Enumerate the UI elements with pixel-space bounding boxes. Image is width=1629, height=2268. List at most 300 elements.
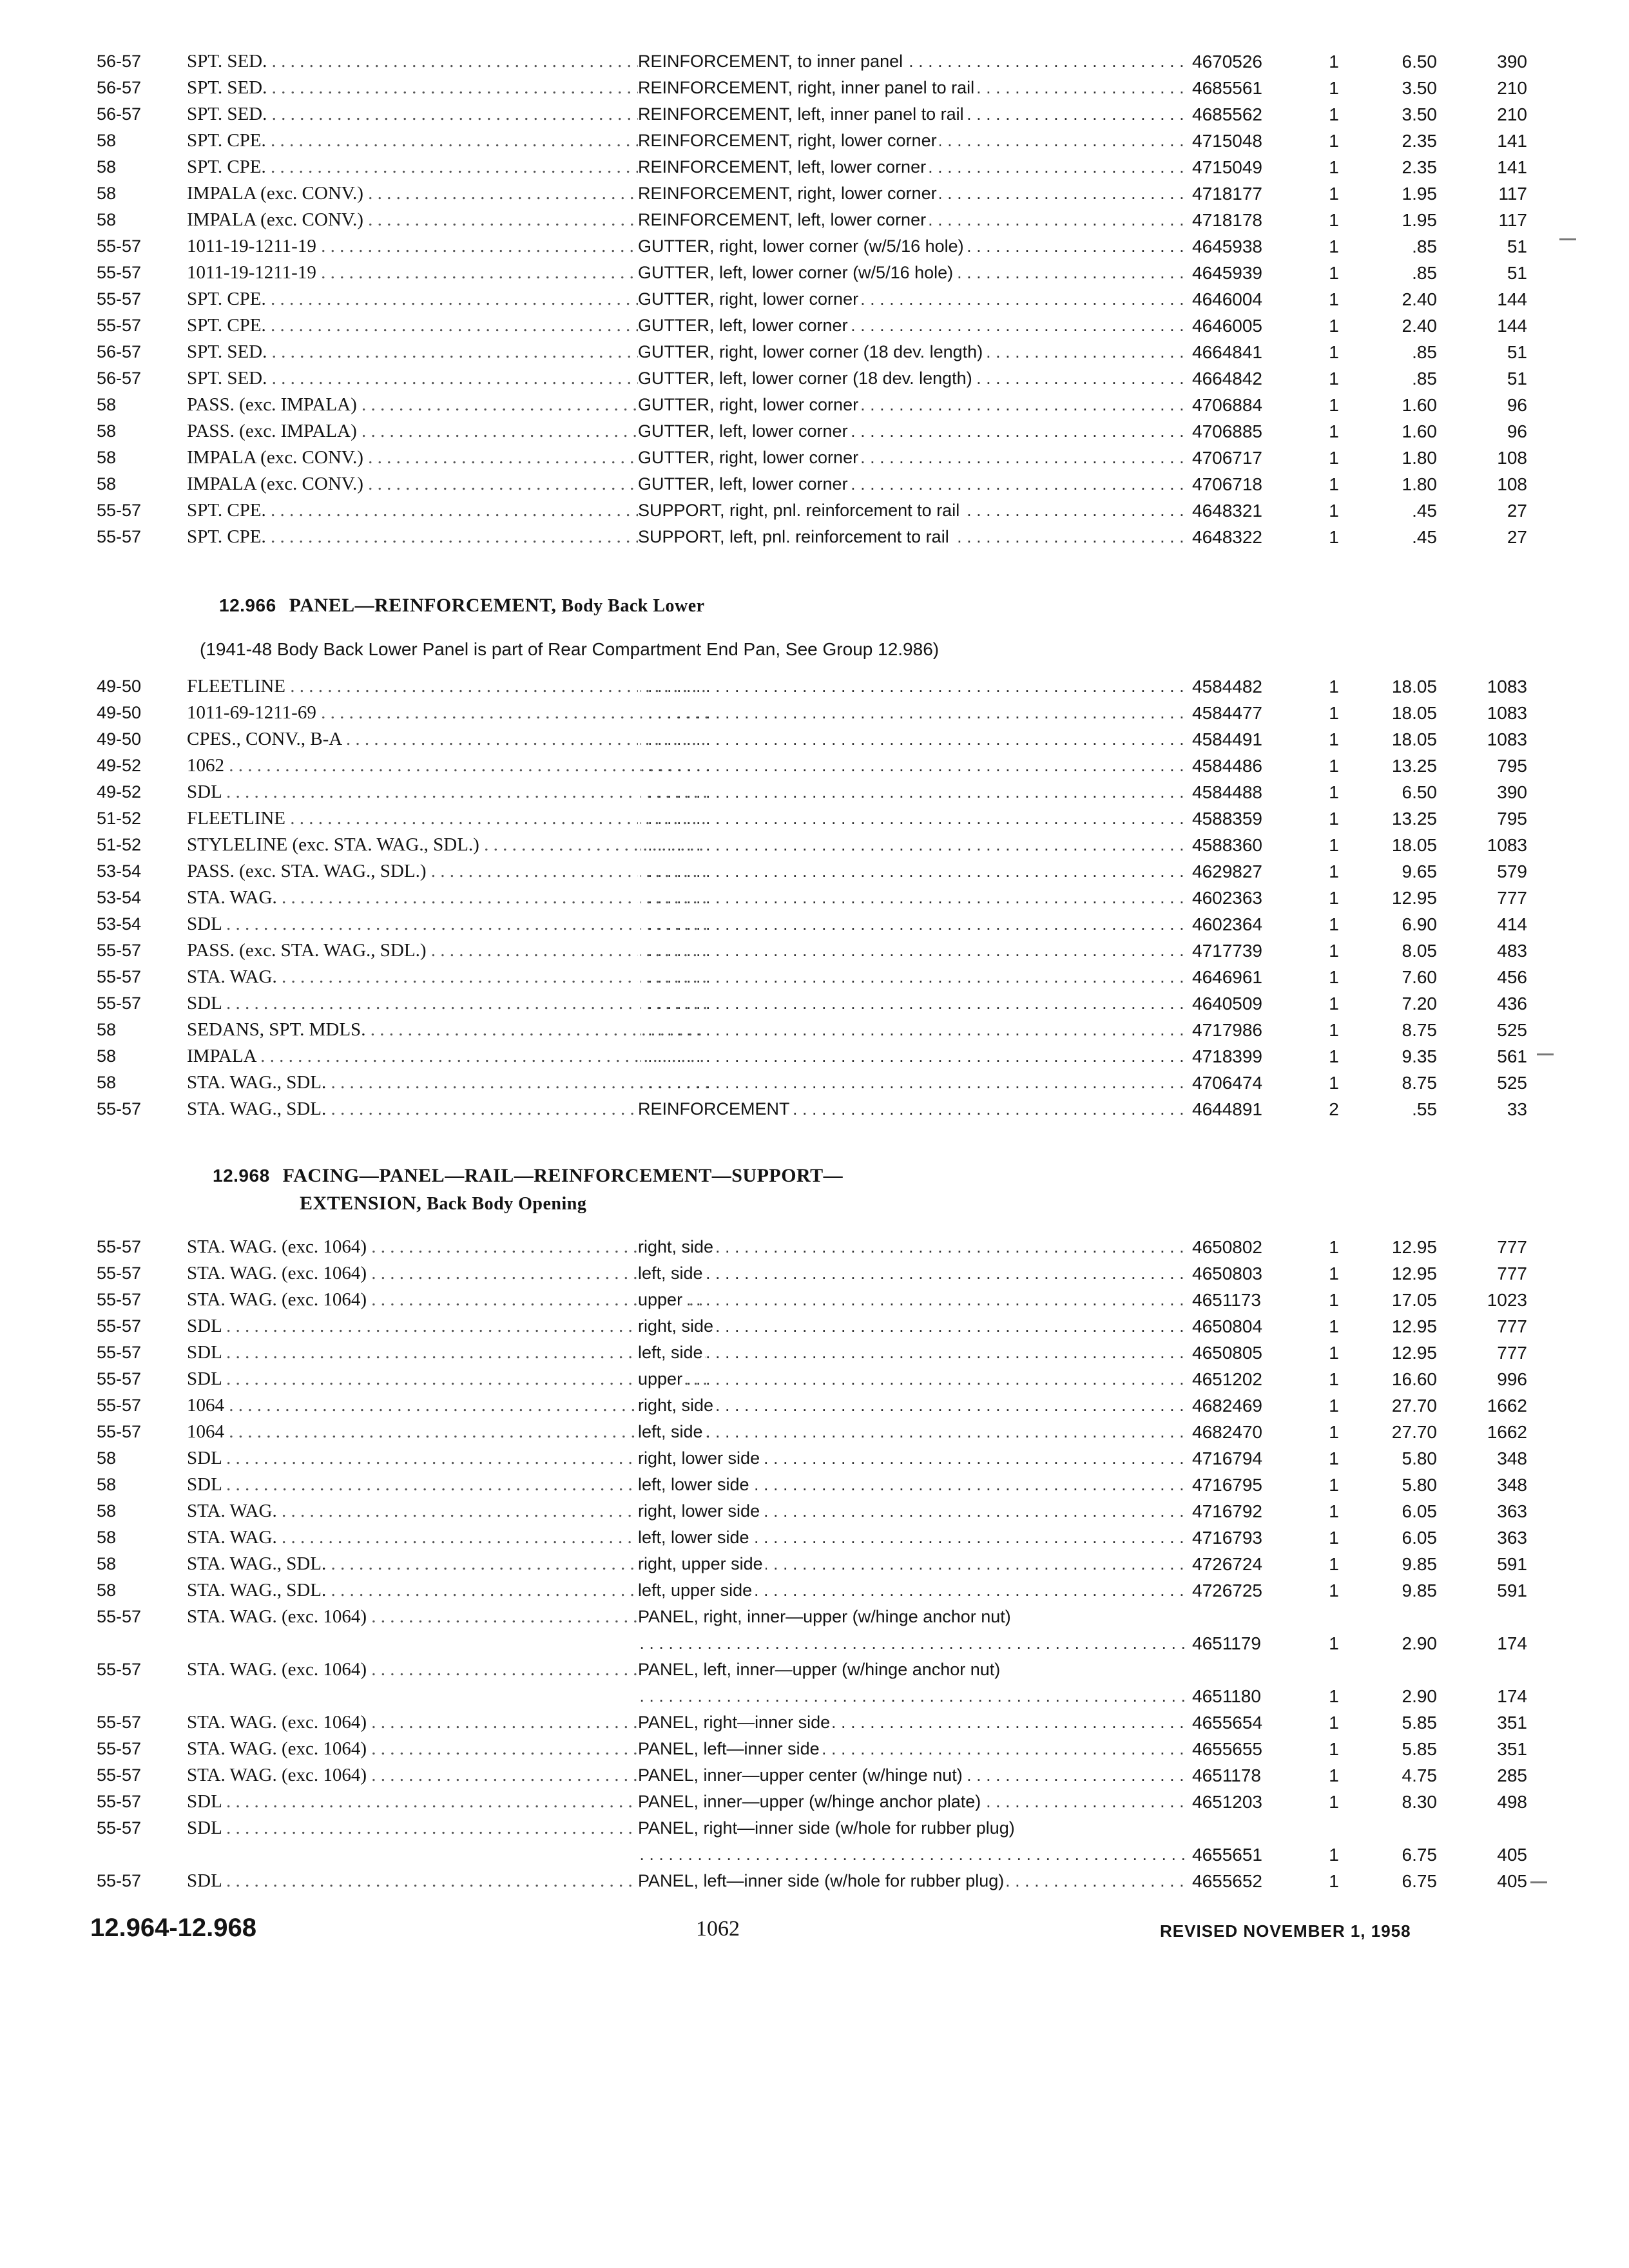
list-price: 12.95 bbox=[1391, 1316, 1437, 1336]
model-year: 55-57 bbox=[97, 1264, 142, 1283]
model-name: SPT. SED. . . . bbox=[187, 365, 709, 392]
part-description-text bbox=[638, 967, 641, 986]
table-row bbox=[97, 964, 1527, 990]
list-price: 18.05 bbox=[1391, 703, 1437, 723]
package-price: 117 bbox=[1498, 210, 1527, 230]
list-price: 17.05 bbox=[1391, 1290, 1437, 1310]
table-row bbox=[97, 497, 1527, 524]
part-description bbox=[638, 1070, 1186, 1096]
part-description-text: left, lower side bbox=[638, 1528, 752, 1547]
list-price: 9.85 bbox=[1402, 1554, 1437, 1574]
model-name: STA. WAG. (exc. 1064) . . . bbox=[187, 1260, 709, 1287]
model-name: SDL . . . bbox=[187, 911, 709, 937]
model-name: SDL . . . bbox=[187, 1815, 709, 1841]
part-description bbox=[638, 1340, 1186, 1366]
part-number: 4726724 bbox=[1192, 1554, 1263, 1574]
model-name: 1011-19-1211-19 . . . bbox=[187, 260, 709, 286]
list-price: 1.95 bbox=[1402, 184, 1437, 204]
list-price: 8.75 bbox=[1402, 1020, 1437, 1040]
list-price: 8.30 bbox=[1402, 1792, 1437, 1812]
package-price: 174 bbox=[1497, 1633, 1527, 1653]
part-number: 4650805 bbox=[1192, 1343, 1263, 1363]
model-name: SPT. CPE. . . . bbox=[187, 286, 709, 312]
package-price: 795 bbox=[1497, 756, 1527, 776]
model-year: 49-50 bbox=[97, 729, 142, 749]
table-row bbox=[97, 700, 1527, 726]
part-number: 4651180 bbox=[1192, 1686, 1261, 1706]
model-name: SPT. CPE. . . . bbox=[187, 128, 709, 154]
package-price: 405 bbox=[1497, 1845, 1527, 1865]
part-description-text: PANEL, inner—upper center (w/hinge nut) bbox=[638, 1765, 965, 1785]
parts-table-facing-panel-rail bbox=[97, 1234, 1527, 1894]
model-name: PASS. (exc. IMPALA) . . . bbox=[187, 418, 709, 445]
model-year: 55-57 bbox=[97, 941, 142, 960]
margin-mark bbox=[1559, 238, 1576, 240]
table-row bbox=[97, 1762, 1527, 1789]
part-number: 4646005 bbox=[1192, 316, 1263, 336]
model-name: STA. WAG. (exc. 1064) . . . bbox=[187, 1604, 709, 1630]
quantity: 1 bbox=[1329, 104, 1339, 124]
part-description bbox=[638, 1366, 1186, 1392]
package-price: 51 bbox=[1507, 263, 1527, 283]
table-row bbox=[97, 990, 1527, 1017]
part-description bbox=[638, 990, 1186, 1017]
table-row bbox=[97, 207, 1527, 233]
part-description-text: REINFORCEMENT, left, lower corner bbox=[638, 210, 929, 229]
package-price: 351 bbox=[1497, 1739, 1527, 1759]
model-name: 1062 . . . bbox=[187, 753, 709, 779]
quantity: 1 bbox=[1329, 1581, 1339, 1600]
part-number: 4588360 bbox=[1192, 835, 1263, 855]
part-description bbox=[638, 1789, 1186, 1815]
table-row bbox=[97, 128, 1527, 154]
parts-table-panel-reinforcement bbox=[97, 673, 1527, 1122]
quantity: 1 bbox=[1329, 369, 1339, 389]
model-name: STA. WAG. (exc. 1064) . . . bbox=[187, 1736, 709, 1762]
part-number: 4655652 bbox=[1192, 1871, 1263, 1891]
quantity: 1 bbox=[1329, 1422, 1339, 1442]
model-name: STA. WAG., SDL. . . . bbox=[187, 1551, 709, 1577]
part-description bbox=[638, 1017, 1186, 1043]
model-name: STA. WAG. (exc. 1064) . . . bbox=[187, 1709, 709, 1736]
model-name: SPT. SED. . . . bbox=[187, 75, 709, 101]
part-number: 4716795 bbox=[1192, 1475, 1263, 1495]
part-description-text: REINFORCEMENT, left, inner panel to rail bbox=[638, 104, 967, 124]
package-price: 33 bbox=[1507, 1099, 1527, 1119]
model-year: 58 bbox=[97, 210, 117, 229]
model-year: 58 bbox=[97, 157, 117, 177]
quantity: 1 bbox=[1329, 289, 1339, 309]
quantity: 1 bbox=[1329, 729, 1339, 749]
model-name: SDL . . . bbox=[187, 1472, 709, 1498]
part-description bbox=[638, 418, 1186, 445]
quantity: 1 bbox=[1329, 1396, 1339, 1416]
list-price: 16.60 bbox=[1391, 1369, 1437, 1389]
package-price: 1662 bbox=[1487, 1422, 1527, 1442]
part-description bbox=[638, 1313, 1186, 1340]
quantity: 1 bbox=[1329, 527, 1339, 547]
table-row bbox=[97, 1096, 1527, 1122]
table-row bbox=[97, 726, 1527, 753]
margin-mark bbox=[1530, 1881, 1547, 1883]
list-price: 13.25 bbox=[1391, 756, 1437, 776]
model-name: SDL . . . bbox=[187, 1445, 709, 1472]
model-year: 55-57 bbox=[97, 994, 142, 1013]
model-year: 49-50 bbox=[97, 703, 142, 722]
part-number: 4682470 bbox=[1192, 1422, 1263, 1442]
package-price: 390 bbox=[1497, 782, 1527, 802]
part-description-text: left, side bbox=[638, 1343, 706, 1362]
revision-date: REVISED NOVEMBER 1, 1958 bbox=[1160, 1921, 1411, 1941]
table-row bbox=[97, 885, 1527, 911]
quantity: 1 bbox=[1329, 1290, 1339, 1310]
model-year: 58 bbox=[97, 395, 117, 414]
list-price: 9.35 bbox=[1402, 1046, 1437, 1066]
package-price: 456 bbox=[1497, 967, 1527, 987]
model-year: 58 bbox=[97, 1073, 117, 1092]
package-price: 96 bbox=[1507, 421, 1527, 441]
model-year: 58 bbox=[97, 184, 117, 203]
group-range: 12.964-12.968 bbox=[90, 1914, 257, 1942]
model-year: 55-57 bbox=[97, 1369, 142, 1389]
part-description bbox=[638, 911, 1186, 937]
part-description-text: left, side bbox=[638, 1264, 706, 1283]
part-number: 4706717 bbox=[1192, 448, 1263, 468]
part-description bbox=[638, 497, 1186, 524]
model-name: CPES., CONV., B-A . . . bbox=[187, 726, 709, 753]
list-price: 6.75 bbox=[1402, 1871, 1437, 1891]
package-price: 363 bbox=[1497, 1528, 1527, 1548]
package-price: 108 bbox=[1497, 448, 1527, 468]
package-price: 363 bbox=[1497, 1501, 1527, 1521]
table-row bbox=[97, 471, 1527, 497]
table-row bbox=[97, 1287, 1527, 1313]
model-name: STA. WAG. (exc. 1064) . . . bbox=[187, 1657, 709, 1683]
part-number: 4602364 bbox=[1192, 914, 1263, 934]
list-price: 5.80 bbox=[1402, 1448, 1437, 1468]
model-name: STA. WAG., SDL. . . . bbox=[187, 1096, 709, 1122]
quantity: 1 bbox=[1329, 1475, 1339, 1495]
model-year: 55-57 bbox=[97, 1343, 142, 1362]
model-name: SPT. SED. . . . bbox=[187, 339, 709, 365]
table-row bbox=[97, 154, 1527, 180]
model-name: SPT. SED. . . . bbox=[187, 101, 709, 128]
list-price: 18.05 bbox=[1391, 835, 1437, 855]
table-row bbox=[97, 365, 1527, 392]
part-description-text bbox=[638, 914, 641, 934]
model-year: 56-57 bbox=[97, 104, 142, 124]
quantity: 1 bbox=[1329, 395, 1339, 415]
part-description-text: REINFORCEMENT bbox=[638, 1099, 793, 1119]
part-number: 4602363 bbox=[1192, 888, 1263, 908]
model-year: 55-57 bbox=[97, 1660, 142, 1679]
part-description bbox=[638, 471, 1186, 497]
table-row bbox=[97, 312, 1527, 339]
part-number: 4650804 bbox=[1192, 1316, 1263, 1336]
part-number: 4651179 bbox=[1192, 1633, 1261, 1653]
quantity: 1 bbox=[1329, 941, 1339, 961]
part-description-text: right, lower side bbox=[638, 1448, 762, 1468]
parts-table-reinforcement-gutter-support bbox=[97, 48, 1527, 550]
model-year: 55-57 bbox=[97, 289, 142, 309]
part-description bbox=[638, 1524, 1186, 1551]
list-price: 18.05 bbox=[1391, 677, 1437, 697]
model-name: 1064 . . . bbox=[187, 1392, 709, 1419]
table-row bbox=[97, 233, 1527, 260]
part-description bbox=[638, 233, 1186, 260]
quantity: 1 bbox=[1329, 1448, 1339, 1468]
part-description bbox=[638, 858, 1186, 885]
quantity: 1 bbox=[1329, 1739, 1339, 1759]
part-description bbox=[638, 180, 1186, 207]
package-price: 348 bbox=[1497, 1475, 1527, 1495]
model-name: 1011-19-1211-19 . . . bbox=[187, 233, 709, 260]
table-row bbox=[97, 1392, 1527, 1419]
part-description bbox=[638, 1392, 1186, 1419]
list-price: .45 bbox=[1412, 527, 1437, 547]
package-price: 525 bbox=[1497, 1073, 1527, 1093]
table-row bbox=[97, 673, 1527, 700]
list-price: 1.80 bbox=[1402, 448, 1437, 468]
part-description-text: REINFORCEMENT, right, lower corner bbox=[638, 184, 940, 203]
quantity: 1 bbox=[1329, 501, 1339, 521]
quantity: 1 bbox=[1329, 78, 1339, 98]
list-price: 2.90 bbox=[1402, 1633, 1437, 1653]
part-description-text bbox=[638, 677, 641, 696]
part-number: 4716793 bbox=[1192, 1528, 1263, 1548]
table-row bbox=[97, 1260, 1527, 1287]
quantity: 1 bbox=[1329, 782, 1339, 802]
quantity: 1 bbox=[1329, 1713, 1339, 1733]
table-row bbox=[97, 75, 1527, 101]
part-description bbox=[638, 1234, 1186, 1260]
quantity: 1 bbox=[1329, 1554, 1339, 1574]
list-price: 12.95 bbox=[1391, 1264, 1437, 1283]
quantity: 1 bbox=[1329, 448, 1339, 468]
list-price: 13.25 bbox=[1391, 809, 1437, 829]
quantity: 1 bbox=[1329, 131, 1339, 151]
part-description bbox=[638, 48, 1186, 75]
part-description-text: right, upper side bbox=[638, 1554, 766, 1573]
table-row bbox=[97, 1234, 1527, 1260]
part-description-text: GUTTER, left, lower corner (w/5/16 hole) bbox=[638, 263, 956, 282]
part-description bbox=[638, 365, 1186, 392]
model-year: 55-57 bbox=[97, 1396, 142, 1415]
part-description bbox=[638, 1043, 1186, 1070]
quantity: 1 bbox=[1329, 1316, 1339, 1336]
model-name: STA. WAG., SDL. . . . bbox=[187, 1070, 709, 1096]
list-price: 6.05 bbox=[1402, 1501, 1437, 1521]
list-price: 3.50 bbox=[1402, 104, 1437, 124]
model-name: IMPALA (exc. CONV.) . . . bbox=[187, 180, 709, 207]
table-row bbox=[97, 1017, 1527, 1043]
model-name: FLEETLINE . . . bbox=[187, 673, 709, 700]
part-number: 4670526 bbox=[1192, 52, 1263, 72]
part-description bbox=[638, 779, 1186, 805]
part-description bbox=[638, 1868, 1186, 1894]
package-price: 436 bbox=[1497, 994, 1527, 1014]
part-description bbox=[638, 832, 1186, 858]
list-price: 12.95 bbox=[1391, 888, 1437, 908]
model-year: 55-57 bbox=[97, 1818, 142, 1838]
part-number: 4584477 bbox=[1192, 703, 1263, 723]
part-number: 4726725 bbox=[1192, 1581, 1263, 1600]
quantity: 1 bbox=[1329, 1633, 1339, 1653]
part-description bbox=[638, 885, 1186, 911]
part-description bbox=[638, 1551, 1186, 1577]
part-description-text: PANEL, right—inner side bbox=[638, 1713, 833, 1732]
model-year: 55-57 bbox=[97, 236, 142, 256]
quantity: 1 bbox=[1329, 703, 1339, 723]
model-year: 58 bbox=[97, 448, 117, 467]
list-price: 5.80 bbox=[1402, 1475, 1437, 1495]
model-year: 58 bbox=[97, 1528, 117, 1547]
part-number: 4651173 bbox=[1192, 1290, 1261, 1310]
part-description bbox=[638, 75, 1186, 101]
quantity: 1 bbox=[1329, 861, 1339, 881]
package-price: 117 bbox=[1498, 184, 1527, 204]
model-name: SDL . . . bbox=[187, 1340, 709, 1366]
part-description-text: GUTTER, right, lower corner (18 dev. length) bbox=[638, 342, 985, 361]
part-description-text: GUTTER, left, lower corner bbox=[638, 421, 851, 441]
model-name: SPT. CPE. . . . bbox=[187, 312, 709, 339]
part-description-text: upper bbox=[638, 1369, 685, 1389]
model-year: 55-57 bbox=[97, 1765, 142, 1785]
model-name: STA. WAG. (exc. 1064) . . . bbox=[187, 1762, 709, 1789]
model-year: 56-57 bbox=[97, 52, 142, 71]
quantity: 1 bbox=[1329, 342, 1339, 362]
part-description-text: right, side bbox=[638, 1237, 716, 1256]
quantity: 1 bbox=[1329, 835, 1339, 855]
part-description bbox=[638, 1657, 1186, 1709]
list-price: 7.60 bbox=[1402, 967, 1437, 987]
table-row bbox=[97, 937, 1527, 964]
part-description bbox=[638, 1709, 1186, 1736]
part-number: 4584491 bbox=[1192, 729, 1263, 749]
model-year: 55-57 bbox=[97, 1871, 142, 1890]
part-number: 4629827 bbox=[1192, 861, 1263, 881]
package-price: 27 bbox=[1507, 501, 1527, 521]
part-number: 4718178 bbox=[1192, 210, 1263, 230]
table-row bbox=[97, 418, 1527, 445]
part-description-text: PANEL, right, inner—upper (w/hinge anchor nut) bbox=[638, 1607, 1014, 1626]
list-price: 8.05 bbox=[1402, 941, 1437, 961]
part-number: 4717739 bbox=[1192, 941, 1263, 961]
quantity: 1 bbox=[1329, 52, 1339, 72]
part-description bbox=[638, 207, 1186, 233]
page-number: 1062 bbox=[696, 1917, 740, 1941]
model-name: PASS. (exc. IMPALA) . . . bbox=[187, 392, 709, 418]
package-price: 210 bbox=[1497, 78, 1527, 98]
part-number: 4664841 bbox=[1192, 342, 1263, 362]
part-number: 4706885 bbox=[1192, 421, 1263, 441]
part-number: 4715049 bbox=[1192, 157, 1263, 177]
quantity: 1 bbox=[1329, 1845, 1339, 1865]
part-description-text bbox=[638, 888, 641, 907]
model-year: 56-57 bbox=[97, 342, 142, 361]
model-name: STA. WAG. . . . bbox=[187, 885, 709, 911]
part-number: 4648322 bbox=[1192, 527, 1263, 547]
part-description-text: GUTTER, right, lower corner (w/5/16 hole) bbox=[638, 236, 967, 256]
part-description bbox=[638, 700, 1186, 726]
part-number: 4646961 bbox=[1192, 967, 1263, 987]
package-price: 51 bbox=[1507, 369, 1527, 389]
list-price: 18.05 bbox=[1391, 729, 1437, 749]
model-year: 53-54 bbox=[97, 861, 142, 881]
package-price: 51 bbox=[1507, 342, 1527, 362]
part-description-text bbox=[638, 994, 641, 1013]
model-year: 55-57 bbox=[97, 1237, 142, 1256]
package-price: 483 bbox=[1497, 941, 1527, 961]
quantity: 1 bbox=[1329, 1792, 1339, 1812]
list-price: 9.85 bbox=[1402, 1581, 1437, 1600]
model-name: IMPALA (exc. CONV.) . . . bbox=[187, 445, 709, 471]
list-price: 5.85 bbox=[1402, 1739, 1437, 1759]
table-row bbox=[97, 101, 1527, 128]
part-number: 4584486 bbox=[1192, 756, 1263, 776]
package-price: 525 bbox=[1497, 1020, 1527, 1040]
section-title: PANEL—REINFORCEMENT, bbox=[289, 595, 557, 616]
model-year: 55-57 bbox=[97, 1713, 142, 1732]
table-row bbox=[97, 1789, 1527, 1815]
part-description-text: right, lower side bbox=[638, 1501, 762, 1521]
model-name: SDL . . . bbox=[187, 1789, 709, 1815]
part-description bbox=[638, 128, 1186, 154]
list-price: 2.35 bbox=[1402, 157, 1437, 177]
table-row bbox=[97, 445, 1527, 471]
package-price: 591 bbox=[1497, 1581, 1527, 1600]
part-description bbox=[638, 101, 1186, 128]
quantity: 1 bbox=[1329, 316, 1339, 336]
quantity: 1 bbox=[1329, 1073, 1339, 1093]
part-description-text: GUTTER, right, lower corner bbox=[638, 448, 861, 467]
part-description-text: REINFORCEMENT, to inner panel bbox=[638, 52, 905, 71]
part-description-text bbox=[638, 1073, 641, 1092]
package-price: 108 bbox=[1497, 474, 1527, 494]
model-year: 58 bbox=[97, 474, 117, 494]
table-row bbox=[97, 286, 1527, 312]
package-price: 174 bbox=[1497, 1686, 1527, 1706]
model-name: STA. WAG. . . . bbox=[187, 1524, 709, 1551]
part-number: 4706884 bbox=[1192, 395, 1263, 415]
model-name: 1064 . . . bbox=[187, 1419, 709, 1445]
part-number: 4584488 bbox=[1192, 782, 1263, 802]
table-row bbox=[97, 832, 1527, 858]
list-price: 8.75 bbox=[1402, 1073, 1437, 1093]
package-price: 141 bbox=[1497, 131, 1527, 151]
part-description bbox=[638, 673, 1186, 700]
part-description-text: SUPPORT, left, pnl. reinforcement to rail bbox=[638, 527, 952, 546]
part-description bbox=[638, 1762, 1186, 1789]
quantity: 1 bbox=[1329, 263, 1339, 283]
quantity: 2 bbox=[1329, 1099, 1339, 1119]
part-number: 4718399 bbox=[1192, 1046, 1263, 1066]
quantity: 1 bbox=[1329, 967, 1339, 987]
part-number: 4646004 bbox=[1192, 289, 1263, 309]
part-description-text: right, side bbox=[638, 1396, 716, 1415]
part-description bbox=[638, 805, 1186, 832]
table-row bbox=[97, 524, 1527, 550]
quantity: 1 bbox=[1329, 1020, 1339, 1040]
quantity: 1 bbox=[1329, 1528, 1339, 1548]
model-year: 58 bbox=[97, 131, 117, 150]
part-description-text: GUTTER, left, lower corner bbox=[638, 474, 851, 494]
package-price: 144 bbox=[1497, 316, 1527, 336]
model-name: PASS. (exc. STA. WAG., SDL.) . . . bbox=[187, 937, 709, 964]
part-description-text: upper bbox=[638, 1290, 685, 1309]
part-description-text bbox=[638, 703, 641, 722]
part-description-text: GUTTER, left, lower corner bbox=[638, 316, 851, 335]
